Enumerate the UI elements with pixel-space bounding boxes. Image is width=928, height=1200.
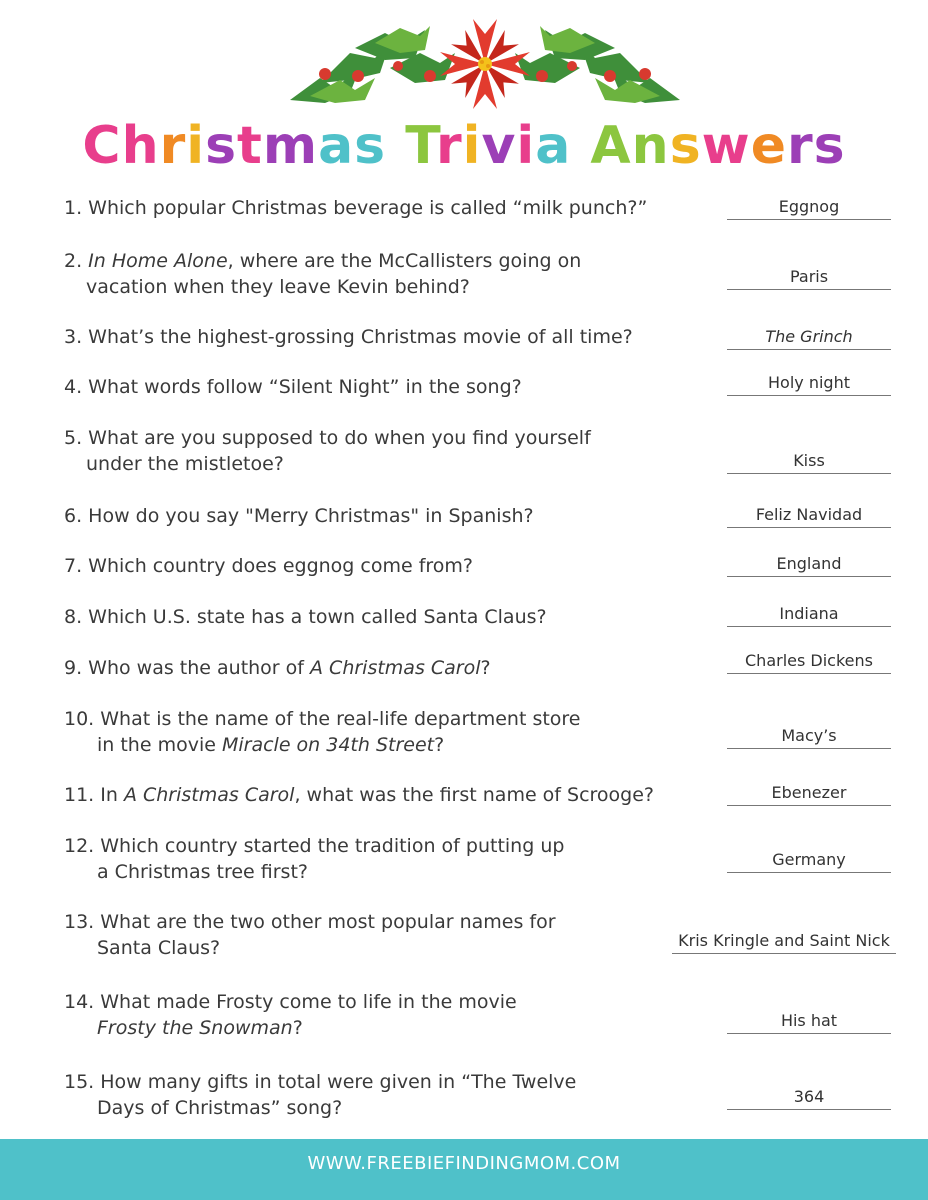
question-text: 4. What words follow “Silent Night” in the song? <box>64 376 522 398</box>
title-letter: s <box>354 116 387 176</box>
title-letter: s <box>669 116 702 176</box>
answer-field: Holy night <box>727 372 891 396</box>
title-letter: A <box>590 116 632 176</box>
title-letter: a <box>535 116 572 176</box>
question-text: 1. Which popular Christmas beverage is called “milk punch?” <box>64 197 648 219</box>
answer-field: Feliz Navidad <box>727 504 891 528</box>
title-letter: v <box>481 116 517 176</box>
question-text: 7. Which country does eggnog come from? <box>64 555 474 577</box>
question-text: 13. What are the two other most popular names for Santa Claus? <box>64 911 556 959</box>
title-letter: s <box>205 116 238 176</box>
title-letter: s <box>813 116 846 176</box>
title-letter: m <box>262 116 319 176</box>
title-letter: r <box>786 116 814 176</box>
title-letter: T <box>405 116 436 176</box>
footer-website-link[interactable]: WWW.FREEBIEFINDINGMOM.COM <box>307 1153 621 1174</box>
poinsettia-holly-garland-icon <box>280 8 690 120</box>
answer-field: Ebenezer <box>727 782 891 806</box>
page-title <box>0 112 928 180</box>
answer-field: 364 <box>727 1086 891 1110</box>
answer-field: Eggnog <box>727 196 891 220</box>
title-letter <box>571 116 590 176</box>
question-text: 6. How do you say "Merry Christmas" in Spanish? <box>64 505 534 527</box>
title-letter: i <box>186 116 206 176</box>
title-letter: i <box>516 116 536 176</box>
answer-field: Kris Kringle and Saint Nick <box>672 930 896 954</box>
question-text: 5. What are you supposed to do when you find yourself under the mistletoe? <box>64 427 591 475</box>
title-letter: h <box>121 116 160 176</box>
answer-field: England <box>727 553 891 577</box>
answer-field: Macy’s <box>727 725 891 749</box>
title-letter: i <box>462 116 482 176</box>
title-letter: w <box>701 116 751 176</box>
question-text: 15. How many gifts in total were given in “The Twelve Days of Christmas” song? <box>64 1071 577 1119</box>
title-letter: r <box>159 116 187 176</box>
title-letter: e <box>750 116 787 176</box>
footer-bar <box>0 1139 928 1200</box>
answer-field: Paris <box>727 266 891 290</box>
question-text: 9. Who was the author of A Christmas Carol? <box>64 657 491 679</box>
question-text: 3. What’s the highest-grossing Christmas movie of all time? <box>64 326 633 348</box>
title-letter <box>386 116 405 176</box>
answer-field: Indiana <box>727 603 891 627</box>
title-letter: n <box>631 116 670 176</box>
title-letter: a <box>318 116 355 176</box>
question-text: 8. Which U.S. state has a town called Santa Claus? <box>64 606 547 628</box>
answer-field: The Grinch <box>727 326 891 350</box>
answer-field: Charles Dickens <box>727 650 891 674</box>
title-letter: C <box>82 116 122 176</box>
question-text: 14. What made Frosty come to life in the movie Frosty the Snowman? <box>64 991 517 1039</box>
question-text: 2. In Home Alone, where are the McCallisters going on vacation when they leave Kevin behind? <box>64 250 582 298</box>
answer-field: Kiss <box>727 450 891 474</box>
title-letter: t <box>237 116 263 176</box>
question-text: 11. In A Christmas Carol, what was the first name of Scrooge? <box>64 784 655 806</box>
title-letter: r <box>436 116 463 176</box>
question-text: 12. Which country started the tradition of putting up a Christmas tree first? <box>64 835 565 883</box>
answer-field: Germany <box>727 849 891 873</box>
question-text: 10. What is the name of the real-life department store in the movie Miracle on 34th Street? <box>64 708 581 756</box>
answer-field: His hat <box>727 1010 891 1034</box>
